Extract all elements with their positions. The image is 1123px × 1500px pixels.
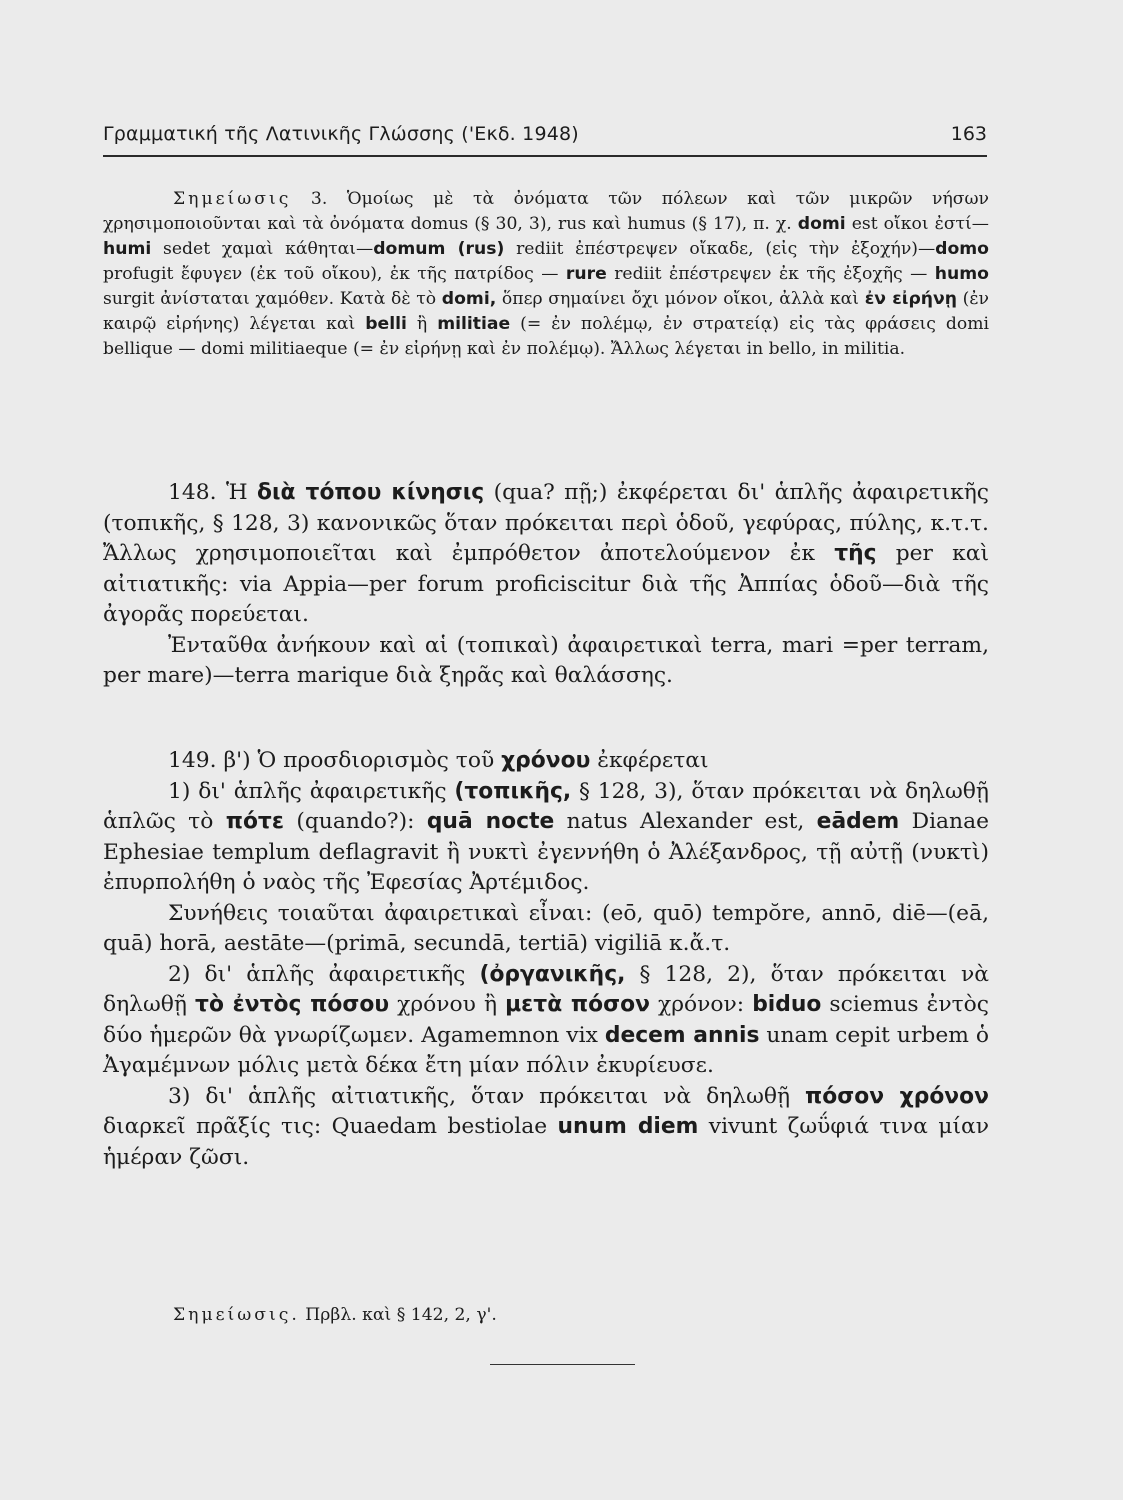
note-paragraph-2: Σημείωσις. Πρβλ. καὶ § 142, 2, γ'.: [173, 1305, 497, 1325]
section-number: 148.: [168, 480, 217, 505]
note-label: Σημείωσις.: [173, 1305, 300, 1325]
section-149-item-1: 1) δι' ἁπλῆς ἀφαιρετικῆς (τοπικῆς, § 128, 3), ὅταν πρόκειται νὰ δηλωθῇ ἁπλῶς τὸ πότε (quando?): quā nocte natus Alexander est, eādem Dianae Ephesiae templum deflagravit ἢ νυκτὶ ἐγεννήθη ὁ Ἀλέξανδρος, τῇ αὐτῇ (νυκτὶ) ἐπυρπολήθη ὁ ναὸς τῆς Ἐφεσίας Ἀρτέμιδος.: [103, 778, 989, 895]
section-149-usual-ablatives: Συνήθεις τοιαῦται ἀφαιρετικαὶ εἶναι: (eō, quō) tempŏre, annō, diē—(eā, quā) horā, aestāte—(primā, secundā, tertiā) vigiliā κ.ἄ.τ.: [103, 900, 989, 956]
note-paragraph-1: Σημείωσις 3. Ὁμοίως μὲ τὰ ὀνόματα τῶν πόλεων καὶ τῶν μικρῶν νήσων χρησιμοποιοῦνται καὶ τὰ ὀνόματα domus (§ 30, 3), rus καὶ humus (§ 17), π. χ. domi est οἴκοι ἐστί—humi sedet χαμαὶ κάθηται—domum (rus) rediit ἐπέστρεψεν οἴκαδε, (εἰς τὴν ἐξοχήν)—domo profugit ἔφυγεν (ἐκ τοῦ οἴκου), ἐκ τῆς πατρίδος — rure rediit ἐπέστρεψεν ἐκ τῆς ἐξοχῆς — humo surgit ἀνίσταται χαμόθεν. Κατὰ δὲ τὸ domi, ὅπερ σημαίνει ὄχι μόνον οἴκοι, ἀλλὰ καὶ ἐν εἰρήνῃ (ἐν καιρῷ εἰρήνης) λέγεται καὶ belli ἢ militiae (= ἐν πολέμῳ, ἐν στρατείᾳ) εἰς τὰς φράσεις domi bellique — domi militiaeque (= ἐν εἰρήνῃ καὶ ἐν πολέμῳ). Ἄλλως λέγεται in bello, in militia.: [103, 189, 990, 359]
section-148-paragraph-2: Ἐνταῦθα ἀνήκουν καὶ αἱ (τοπικαὶ) ἀφαιρετικαὶ terra, mari =per terram, per mare)—terra marique διὰ ξηρᾶς καὶ θαλάσσης.: [103, 632, 989, 688]
note-label: Σημείωσις: [173, 189, 292, 209]
section-149-heading: 149. β') Ὁ προσδιορισμὸς τοῦ χρόνου ἐκφέρεται: [168, 748, 709, 773]
end-rule: [490, 1364, 635, 1365]
page-number: 163: [950, 123, 987, 145]
section-149-item-2: 2) δι' ἁπλῆς ἀφαιρετικῆς (ὀργανικῆς, § 128, 2), ὅταν πρόκειται νὰ δηλωθῇ τὸ ἐντὸς πόσου χρόνου ἢ μετὰ πόσον χρόνον: biduo sciemus ἐντὸς δύο ἡμερῶν θὰ γνωρίζωμεν. Agamemnon vix decem annis unam cepit urbem ὁ Ἀγαμέμνων μόλις μετὰ δέκα ἔτη μίαν πόλιν ἐκυρίευσε.: [103, 961, 989, 1078]
header-title: Γραμματική τῆς Λατινικῆς Γλώσσης ('Εκδ. 1948): [103, 123, 579, 145]
section-number: 149.: [168, 748, 217, 773]
running-header: [103, 123, 987, 157]
section-148: [103, 478, 989, 692]
section-149-item-3: 3) δι' ἁπλῆς αἰτιατικῆς, ὅταν πρόκειται νὰ δηλωθῇ πόσον χρόνον διαρκεῖ πρᾶξίς τις: Quaedam bestiolae unum diem vivunt ζωΰφιά τινα μίαν ἡμέραν ζῶσι.: [103, 1083, 989, 1170]
section-149: [103, 746, 989, 1173]
section-148-paragraph-1: 148. Ἡ διὰ τόπου κίνησις (qua? πῇ;) ἐκφέρεται δι' ἁπλῆς ἀφαιρετικῆς (τοπικῆς, § 128, 3) κανονικῶς ὅταν πρόκειται περὶ ὁδοῦ, γεφύρας, πύλης, κ.τ.τ. Ἄλλως χρησιμοποιεῖται καὶ ἐμπρόθετον ἀποτελούμενον ἐκ τῆς per καὶ αἰτιατικῆς: via Appia—per forum proficiscitur διὰ τῆς Ἀππίας ὁδοῦ—διὰ τῆς ἀγορᾶς πορεύεται.: [103, 480, 990, 627]
